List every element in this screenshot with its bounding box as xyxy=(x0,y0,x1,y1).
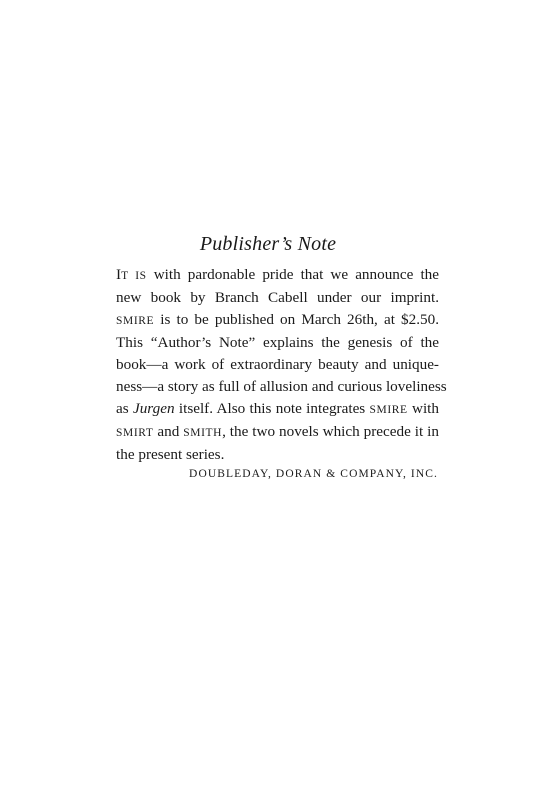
body-text-segment: as xyxy=(116,400,133,417)
small-caps-text: SMIRE xyxy=(369,404,408,416)
body-line-4: This “Author’s Note” explains the genesis of the xyxy=(116,334,439,351)
body-line-1 xyxy=(116,264,439,287)
body-text-segment: and xyxy=(153,423,184,440)
drop-cap: I xyxy=(116,266,122,283)
small-caps-text: SMIRE xyxy=(116,315,155,327)
italic-title: Jurgen xyxy=(132,400,175,417)
body-line-7 xyxy=(116,398,439,421)
body-line-8 xyxy=(116,421,439,444)
body-text-segment: with xyxy=(407,400,439,417)
page-title: Publisher’s Note xyxy=(199,233,337,255)
body-line-6: ness—a story as full of allusion and curious loveliness xyxy=(116,378,447,395)
publisher-signature: DOUBLEDAY, DORAN & COMPANY, INC. xyxy=(189,468,438,480)
note-body xyxy=(116,264,447,466)
body-line-3 xyxy=(116,309,439,332)
body-line-5: book—a work of extraordinary beauty and unique- xyxy=(116,356,439,373)
body-text-segment: is to be published on March 26th, at $2.50. xyxy=(154,311,439,328)
small-caps-text: T IS xyxy=(121,270,147,282)
body-text-segment: with pardonable pride that we announce the xyxy=(146,266,439,283)
body-line-2: new book by Branch Cabell under our imprint. xyxy=(116,289,439,306)
body-text-segment: itself. Also this note integrates xyxy=(174,400,370,417)
small-caps-text: SMIRT xyxy=(116,427,154,439)
body-text-segment: , the two novels which precede it in xyxy=(222,423,439,440)
body-line-9: the present series. xyxy=(116,446,225,463)
small-caps-text: SMITH xyxy=(183,427,223,439)
